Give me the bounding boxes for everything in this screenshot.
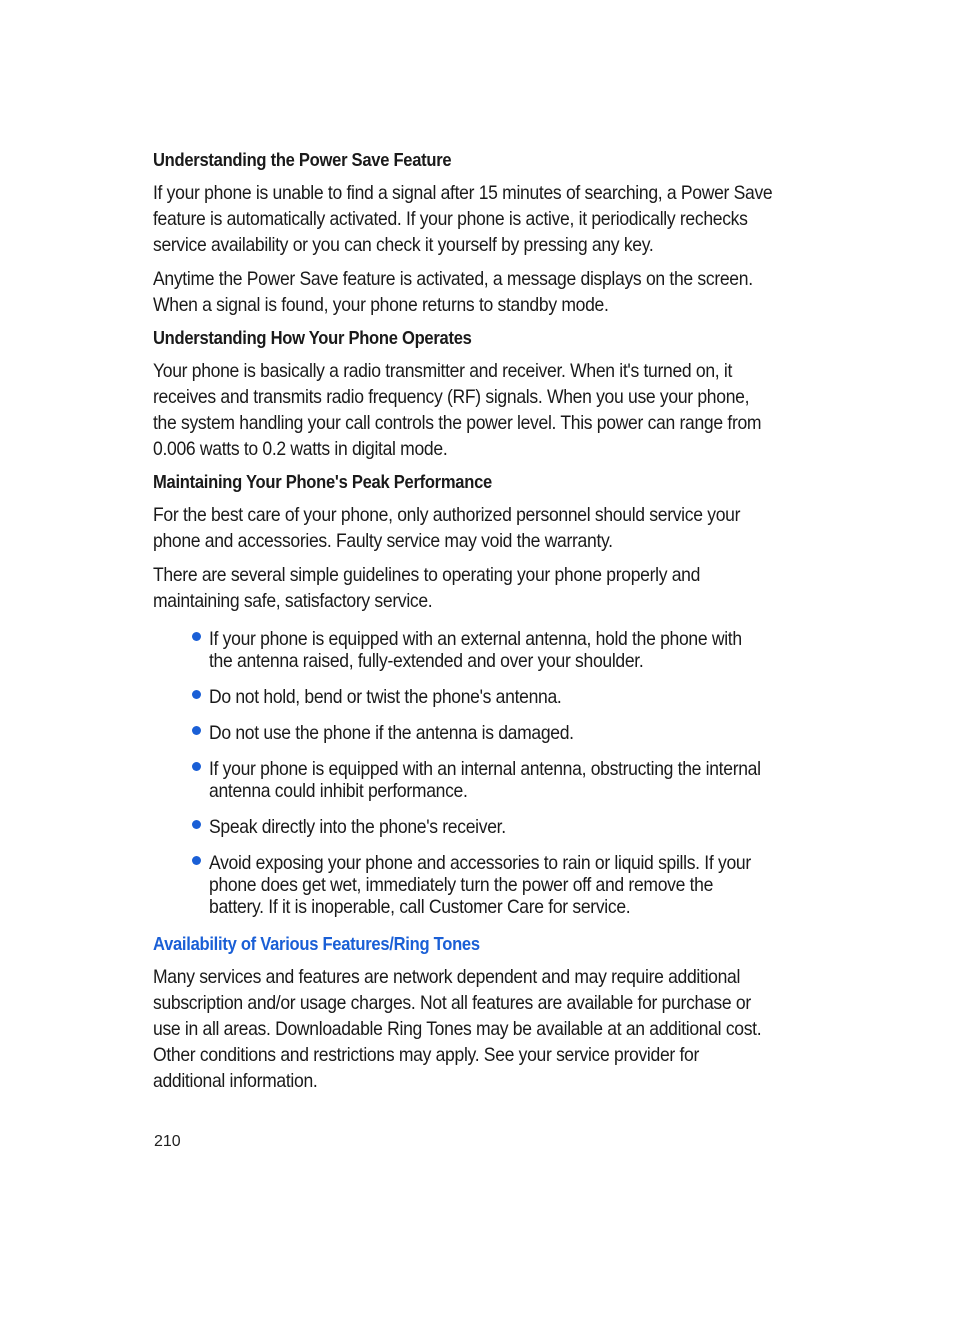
paragraph: Many services and features are network dependent and may require additional subscription and/or usage charges. Not all features are available for purchase or use in all areas. Downloadable Ring Tones may be available at an additional cost. Other conditions and restrictions may apply. See your service provider for additional information. — [153, 966, 762, 1092]
list-item — [191, 816, 773, 838]
section-heading-power-save: Understanding the Power Save Feature — [153, 150, 452, 170]
paragraph: There are several simple guidelines to operating your phone properly and maintaining safe, satisfactory service. — [153, 564, 701, 612]
document-page — [153, 148, 773, 1102]
bullet-icon — [192, 690, 201, 699]
list-item — [191, 628, 773, 672]
guidelines-list — [153, 628, 773, 918]
paragraph: Your phone is basically a radio transmitter and receiver. When it's turned on, it receives and transmits radio frequency (RF) signals. When you use your phone, the system handling your call controls the power level. This power can range from 0.006 watts to 0.2 watts in digital mode. — [153, 360, 762, 460]
paragraph: For the best care of your phone, only authorized personnel should service your phone and accessories. Faulty service may void the warranty. — [153, 504, 741, 552]
list-item — [191, 758, 773, 802]
bullet-icon — [192, 632, 201, 641]
page-number: 210 — [154, 1133, 181, 1150]
list-item-text: Speak directly into the phone's receiver. — [209, 816, 506, 838]
bullet-icon — [192, 856, 201, 865]
list-item — [191, 852, 773, 918]
section-heading-peak-performance: Maintaining Your Phone's Peak Performance — [153, 472, 492, 492]
bullet-icon — [192, 726, 201, 735]
list-item-text: Do not use the phone if the antenna is damaged. — [209, 722, 574, 744]
list-item — [191, 686, 773, 708]
section-heading-ring-tones-link[interactable]: Availability of Various Features/Ring Tones — [153, 934, 480, 954]
list-item-text: Do not hold, bend or twist the phone's antenna. — [209, 686, 562, 708]
paragraph: If your phone is unable to find a signal after 15 minutes of searching, a Power Save feature is automatically activated. If your phone is active, it periodically rechecks service availability or you can check it yourself by pressing any key. — [153, 182, 773, 256]
list-item-text: If your phone is equipped with an internal antenna, obstructing the internal antenna could inhibit performance. — [209, 758, 761, 802]
list-item-text: Avoid exposing your phone and accessories to rain or liquid spills. If your phone does get wet, immediately turn the power off and remove the battery. If it is inoperable, call Customer Care for service. — [209, 852, 751, 918]
list-item — [191, 722, 773, 744]
paragraph: Anytime the Power Save feature is activated, a message displays on the screen. When a signal is found, your phone returns to standby mode. — [153, 268, 753, 316]
section-heading-phone-operates: Understanding How Your Phone Operates — [153, 328, 472, 348]
list-item-text: If your phone is equipped with an external antenna, hold the phone with the antenna raised, fully-extended and over your shoulder. — [209, 628, 742, 672]
bullet-icon — [192, 762, 201, 771]
bullet-icon — [192, 820, 201, 829]
